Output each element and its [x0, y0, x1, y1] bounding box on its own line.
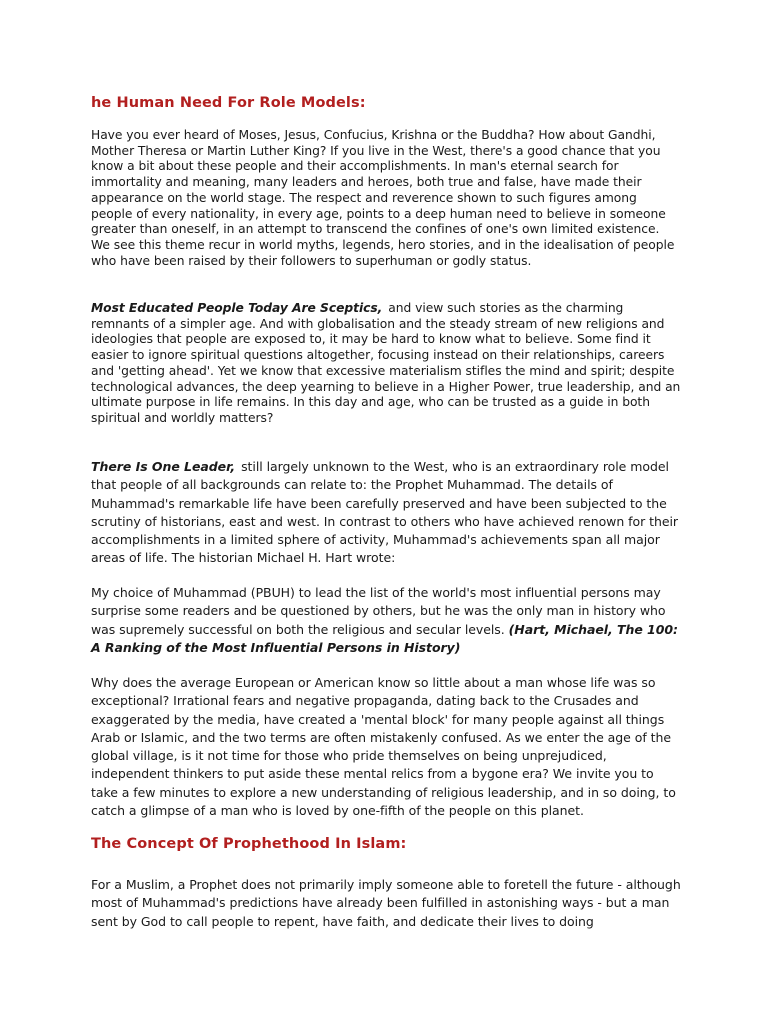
quote-hart: [91, 584, 683, 657]
section-heading-prophethood: The Concept Of Prophethood In Islam:: [91, 836, 407, 852]
paragraph-sceptics-lead: Most Educated People Today Are Sceptics,: [91, 301, 383, 315]
paragraph-one-leader-lead: There Is One Leader,: [91, 459, 236, 474]
quote-hart-citation: (Hart, Michael, The 100: A Ranking of the Most Influential Persons in History): [91, 621, 678, 655]
paragraph-why-unknown: Why does the average European or American know so little about a man whose life was so exceptional? Irrational fears and negative propaganda, dating back to the Crusades and exaggerated by the media, have created a 'mental block' for many people against all things Arab or Islamic, and the two terms are often mistakenly confused. As we enter the age of the global village, is it not time for those who pride themselves on being unprejudiced, independent thinkers to put aside these mental relics from a bygone era? We invite you to take a few minutes to explore a new understanding of religious leadership, and in so doing, to catch a glimpse of a man who is loved by one-fifth of the people on this planet.: [91, 675, 676, 819]
quote-hart-text: My choice of Muhammad (PBUH) to lead the list of the world's most influential persons may surprise some readers and be questioned by others, but he was the only man in history who was supremely successful on both the religious and secular levels.: [91, 585, 666, 637]
paragraph-one-leader: [91, 458, 681, 568]
paragraph-prophethood-intro: For a Muslim, a Prophet does not primarily imply someone able to foretell the future - although most of Muhammad's predictions have already been fulfilled in astonishing ways - but a man sent by God to call people to repent, have faith, and dedicate their lives to doing: [91, 877, 681, 929]
paragraph-role-models-intro: Have you ever heard of Moses, Jesus, Confucius, Krishna or the Buddha? How about Gandhi, Mother Theresa or Martin Luther King? If you live in the West, there's a good chance that you know a bit about these people and their accomplishments. In man's eternal search for immortality and meaning, many leaders and heroes, both true and false, have made their appearance on the world stage. The respect and reverence shown to such figures among people of every nationality, in every age, points to a deep human need to believe in someone greater than oneself, in an attempt to transcend the confines of one's own limited existence. We see this theme recur in world myths, legends, hero stories, and in the idealisation of people who have been raised by their followers to superhuman or godly status.: [91, 128, 675, 268]
paragraph-one-leader-body: still largely unknown to the West, who is an extraordinary role model that people of all backgrounds can relate to: the Prophet Muhammad. The details of Muhammad's remarkable life have been carefully preserved and have been subjected to the scrutiny of historians, east and west. In contrast to others who have achieved renown for their accomplishments in a limited sphere of activity, Muhammad's achievements span all major areas of life. The historian Michael H. Hart wrote:: [91, 459, 678, 566]
section-heading-role-models: he Human Need For Role Models:: [91, 95, 366, 111]
paragraph-sceptics-body: and view such stories as the charming remnants of a simpler age. And with globalisation and the steady stream of new religions and ideologies that people are exposed to, it may be hard to know what to believe. Some find it easier to ignore spiritual questions altogether, focusing instead on their relationships, careers and 'getting ahead'. Yet we know that excessive materialism stifles the mind and spirit; despite technological advances, the deep yearning to believe in a Higher Power, true leadership, and an ultimate purpose in life remains. In this day and age, who can be trusted as a guide in both spiritual and worldly matters?: [91, 301, 681, 425]
paragraph-sceptics: [91, 301, 683, 427]
